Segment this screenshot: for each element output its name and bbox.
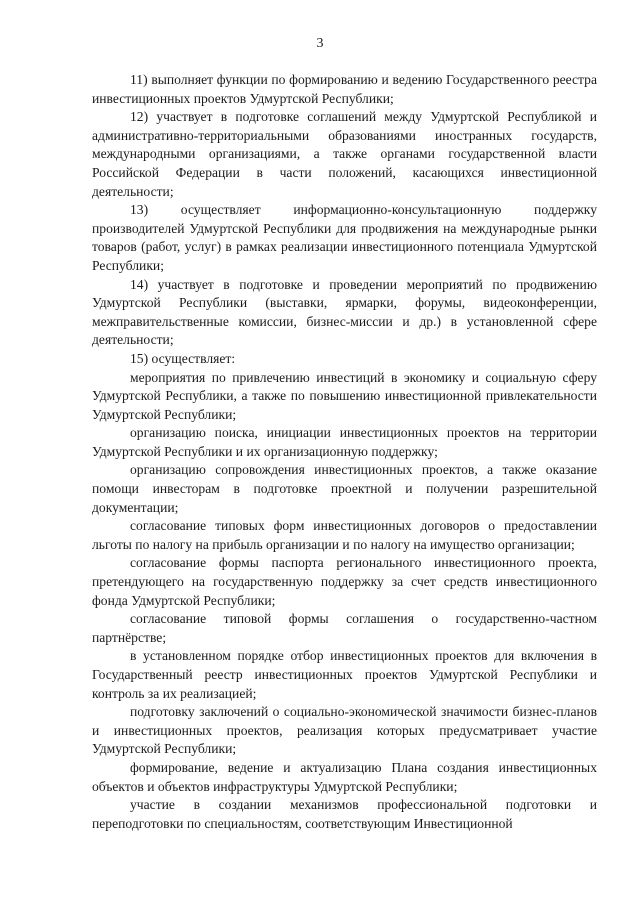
paragraph: подготовку заключений о социально-экономической значимости бизнес-планов и инвестиционных проектов, реализация которых предусматривает участие Удмуртской Республики;	[92, 704, 597, 757]
paragraph: 15) осуществляет:	[130, 350, 236, 366]
paragraph: 11) выполняет функции по формированию и ведению Государственного реестра инвестиционных проектов Удмуртской Республики;	[92, 72, 597, 106]
paragraph: в установленном порядке отбор инвестиционных проектов для включения в Государственный реестр инвестиционных проектов Удмуртской Республики и контроль за их реализацией;	[92, 648, 597, 701]
document-body	[92, 71, 597, 833]
paragraph: организацию сопровождения инвестиционных проектов, а также оказание помощи инвесторам в подготовке проектной и получении разрешительной документации;	[92, 462, 597, 515]
paragraph: 13) осуществляет информационно-консультационную поддержку производителей Удмуртской Республики для продвижения на международные рынки товаров (работ, услуг) в рамках реализации инвестиционного потенциала Удмуртской Республики;	[92, 202, 597, 273]
page-number: 3	[316, 36, 324, 51]
paragraph: 12) участвует в подготовке соглашений между Удмуртской Республикой и административно-территориальными образованиями иностранных государств, международными организациями, а также органами государственной власти Российской Федерации в части положений, касающихся инвестиционной деятельности;	[92, 109, 597, 199]
paragraph: участие в создании механизмов профессиональной подготовки и переподготовки по специальностям, соответствующим Инвестиционной	[92, 797, 597, 831]
paragraph: мероприятия по привлечению инвестиций в экономику и социальную сферу Удмуртской Республики, а также по повышению инвестиционной привлекательности Удмуртской Республики;	[92, 369, 597, 422]
paragraph: формирование, ведение и актуализацию Плана создания инвестиционных объектов и объектов инфраструктуры Удмуртской Республики;	[92, 759, 597, 794]
paragraph: 14) участвует в подготовке и проведении мероприятий по продвижению Удмуртской Республики (выставки, ярмарки, форумы, видеоконференции, межправительственные комиссии, бизнес-миссии и др.) в установленной сфере деятельности;	[92, 276, 597, 348]
paragraph: согласование формы паспорта регионального инвестиционного проекта, претендующего на государственную поддержку за счет средств инвестиционного фонда Удмуртской Республики;	[92, 555, 597, 608]
paragraph: организацию поиска, инициации инвестиционных проектов на территории Удмуртской Республики и их организационную поддержку;	[92, 425, 597, 459]
paragraph: согласование типовых форм инвестиционных договоров о предоставлении льготы по налогу на прибыль организации и по налогу на имущество организации;	[92, 518, 597, 552]
paragraph: согласование типовой формы соглашения о государственно-частном партнёрстве;	[92, 611, 597, 645]
